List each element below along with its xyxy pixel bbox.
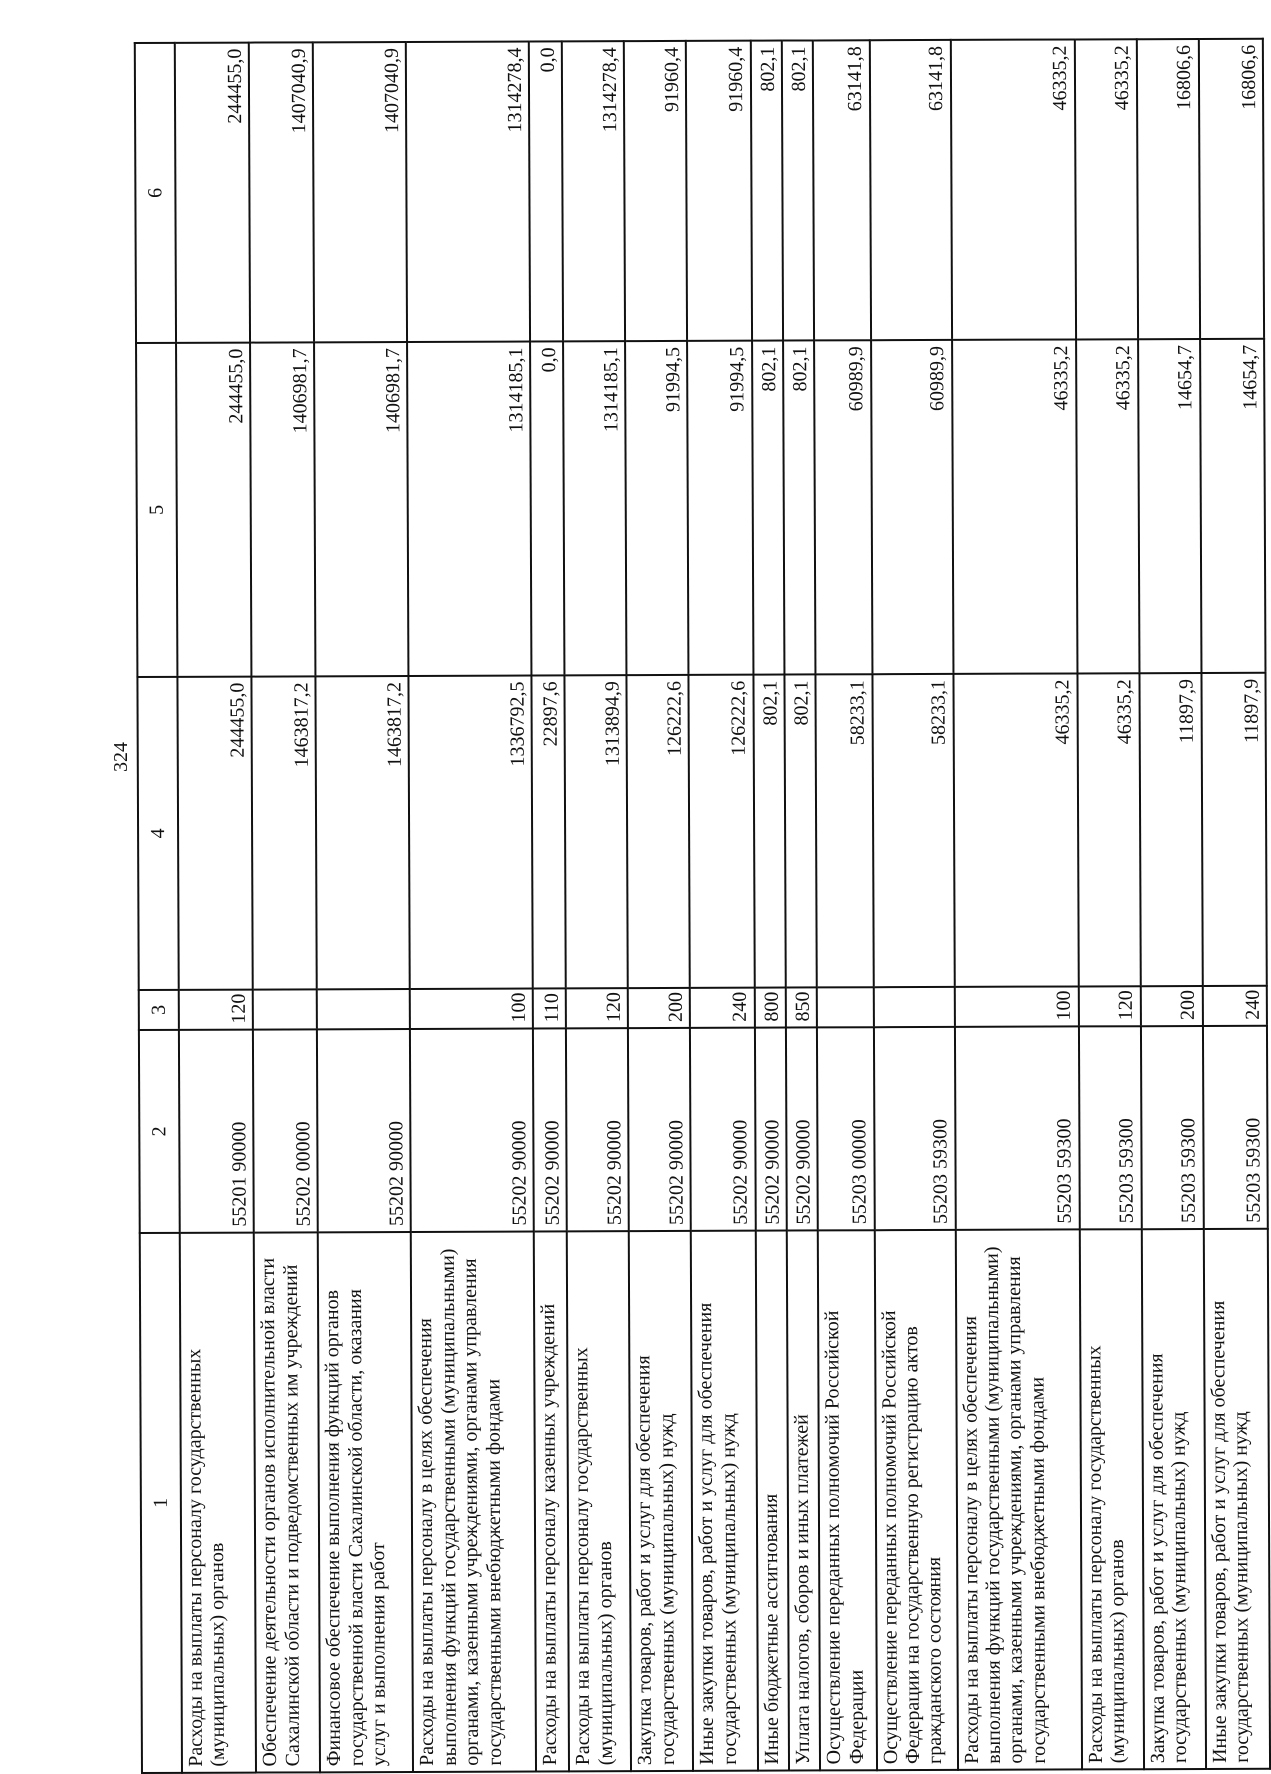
row-expense-type	[817, 987, 873, 1027]
row-value-col4: 11897,9	[1201, 673, 1267, 986]
table-row	[869, 40, 957, 1770]
table-row	[249, 42, 320, 1772]
row-value-col5: 91994,5	[625, 341, 688, 675]
table-row	[1136, 39, 1205, 1769]
row-name: Иные бюджетные ассигнования	[755, 1231, 789, 1771]
row-expense-type: 200	[628, 988, 690, 1028]
row-value-col5: 0,0	[530, 341, 565, 675]
row-value-col5: 244455,0	[176, 343, 252, 677]
row-value-col6: 244455,0	[175, 43, 250, 343]
row-value-col5: 802,1	[752, 341, 785, 675]
row-value-col6: 91960,4	[624, 41, 687, 341]
row-value-col6: 46335,2	[1074, 39, 1137, 339]
row-value-col4: 244455,0	[177, 677, 252, 990]
row-value-col4: 1463817,2	[252, 676, 318, 989]
table-row	[1198, 39, 1270, 1769]
row-value-col5: 46335,2	[952, 339, 1077, 673]
row-name: Осуществление переданных полномочий Российской Федерации на государственную регистрацию актов гражданского состояния	[874, 1230, 957, 1770]
row-value-col5: 1406981,7	[250, 342, 316, 676]
row-name: Расходы на выплаты персоналу государственных (муниципальных) органов	[567, 1231, 631, 1771]
row-value-col6: 1314278,4	[406, 42, 530, 342]
row-code: 55201 90000	[179, 1030, 254, 1233]
row-code: 55203 00000	[817, 1027, 874, 1230]
row-value-col6: 0,0	[529, 41, 563, 341]
row-expense-type: 240	[690, 988, 754, 1028]
row-code: 55202 90000	[317, 1029, 411, 1232]
column-header: 1	[140, 1233, 182, 1773]
row-value-col4: 46335,2	[953, 673, 1078, 986]
row-value-col6: 63141,8	[813, 40, 870, 340]
row-expense-type: 200	[1140, 986, 1202, 1026]
column-header: 6	[135, 43, 176, 343]
column-header: 5	[136, 343, 177, 677]
row-code: 55202 90000	[410, 1029, 534, 1232]
row-expense-type	[253, 989, 317, 1029]
row-value-col6: 802,1	[750, 41, 783, 341]
row-name: Осуществление переданных полномочий Российской Федерации	[818, 1230, 876, 1770]
table-row	[686, 41, 757, 1771]
row-value-col4: 11897,9	[1139, 673, 1202, 986]
table-row	[813, 40, 876, 1770]
row-code: 55203 59300	[1141, 1026, 1204, 1229]
row-value-col5: 1406981,7	[314, 342, 408, 676]
row-name: Расходы на выплаты персоналу государственных (муниципальных) органов	[180, 1233, 256, 1773]
row-code: 55203 59300	[874, 1027, 956, 1230]
budget-table	[134, 38, 1271, 1774]
row-code: 55203 59300	[1079, 1026, 1142, 1229]
row-value-col4: 1336792,5	[409, 676, 533, 989]
row-name: Уплата налогов, сборов и иных платежей	[787, 1230, 821, 1770]
row-expense-type	[873, 987, 954, 1027]
row-name: Иные закупки товаров, работ и услуг для обеспечения государственных (муниципальных) нужд	[1203, 1229, 1270, 1769]
table-row	[562, 41, 631, 1771]
row-code: 55203 59300	[955, 1026, 1080, 1229]
row-value-col5: 802,1	[783, 340, 816, 674]
row-value-col5: 14654,7	[1138, 339, 1201, 673]
row-value-col6: 91960,4	[686, 41, 751, 341]
row-expense-type: 240	[1202, 986, 1267, 1026]
row-name: Обеспечение деятельности органов исполнительной власти Сахалинской области и подведомственных им учреждений	[254, 1232, 320, 1772]
row-value-col5: 91994,5	[687, 341, 753, 675]
row-code: 55202 90000	[533, 1028, 567, 1231]
row-expense-type: 120	[179, 990, 253, 1030]
row-code: 55202 90000	[628, 1028, 691, 1231]
row-expense-type	[317, 989, 410, 1029]
row-code: 55202 90000	[755, 1028, 787, 1231]
row-value-col4: 46335,2	[1077, 673, 1140, 986]
column-header: 2	[139, 1030, 180, 1233]
row-expense-type: 100	[954, 986, 1078, 1026]
row-value-col6: 1407040,9	[313, 42, 407, 342]
table-row	[950, 39, 1081, 1769]
row-expense-type: 120	[1078, 986, 1140, 1026]
table-row	[406, 42, 536, 1772]
row-value-col6: 16806,6	[1136, 39, 1199, 339]
row-value-col4: 58233,1	[872, 674, 954, 987]
row-code: 55202 00000	[253, 1029, 318, 1232]
row-value-col6: 1407040,9	[249, 42, 314, 342]
row-code: 55203 59300	[1203, 1026, 1268, 1229]
row-value-col6: 1314278,4	[562, 41, 625, 341]
row-value-col6: 46335,2	[950, 39, 1075, 339]
row-code: 55202 90000	[786, 1027, 818, 1230]
column-header: 4	[137, 677, 178, 990]
row-name: Расходы на выплаты персоналу казенных учреждений	[534, 1231, 569, 1771]
row-name: Расходы на выплаты персоналу государственных (муниципальных) органов	[1079, 1229, 1143, 1769]
row-name: Иные закупки товаров, работ и услуг для обеспечения государственных (муниципальных) нужд	[691, 1231, 757, 1771]
row-value-col6: 63141,8	[869, 40, 951, 340]
row-value-col4: 126222,6	[689, 675, 755, 988]
table-row	[175, 43, 256, 1773]
row-expense-type: 850	[786, 987, 818, 1027]
row-name: Закупка товаров, работ и услуг для обеспечения государственных (муниципальных) нужд	[1141, 1229, 1205, 1769]
row-expense-type: 110	[533, 988, 566, 1028]
row-value-col4: 58233,1	[816, 674, 874, 987]
row-value-col5: 46335,2	[1076, 339, 1139, 673]
column-header: 3	[139, 990, 179, 1030]
row-value-col4: 126222,6	[627, 675, 690, 988]
row-name: Закупка товаров, работ и услуг для обеспечения государственных (муниципальных) нужд	[629, 1231, 693, 1771]
row-expense-type: 120	[566, 988, 628, 1028]
row-value-col5: 14654,7	[1200, 339, 1266, 673]
row-code: 55202 90000	[566, 1028, 629, 1231]
page-number: 324	[110, 742, 132, 772]
row-expense-type: 800	[754, 988, 786, 1028]
row-value-col4: 802,1	[784, 674, 817, 987]
row-value-col4: 1463817,2	[316, 676, 410, 989]
row-value-col4: 1313894,9	[565, 675, 628, 988]
row-value-col6: 802,1	[782, 40, 815, 340]
row-name: Расходы на выплаты персоналу в целях обеспечения выполнения функций государственными (муниципальными) органами, казенными учреждениями, органами управления государственными внебюджетными фондами	[411, 1232, 536, 1772]
row-value-col4: 802,1	[753, 675, 786, 988]
table-row	[1074, 39, 1143, 1769]
row-value-col5: 1314185,1	[407, 342, 531, 676]
row-value-col5: 60989,9	[815, 340, 873, 674]
row-value-col6: 16806,6	[1198, 39, 1264, 339]
row-code: 55202 90000	[690, 1028, 755, 1231]
row-value-col4: 22897,6	[532, 675, 567, 988]
table-row	[624, 41, 693, 1771]
rotated-table-container	[134, 40, 1271, 1774]
row-name: Финансовое обеспечение выполнения функций органов государственной власти Сахалинской области, оказания услуг и выполнения работ	[318, 1232, 413, 1772]
row-name: Расходы на выплаты персоналу в целях обеспечения выполнения функций государственными (муниципальными) органами, казенными учреждениями, органами управления государственными внебюджетными фондами	[955, 1229, 1081, 1769]
row-value-col5: 1314185,1	[563, 341, 626, 675]
row-value-col5: 60989,9	[871, 340, 953, 674]
row-expense-type: 100	[410, 989, 533, 1029]
table-row	[313, 42, 413, 1772]
